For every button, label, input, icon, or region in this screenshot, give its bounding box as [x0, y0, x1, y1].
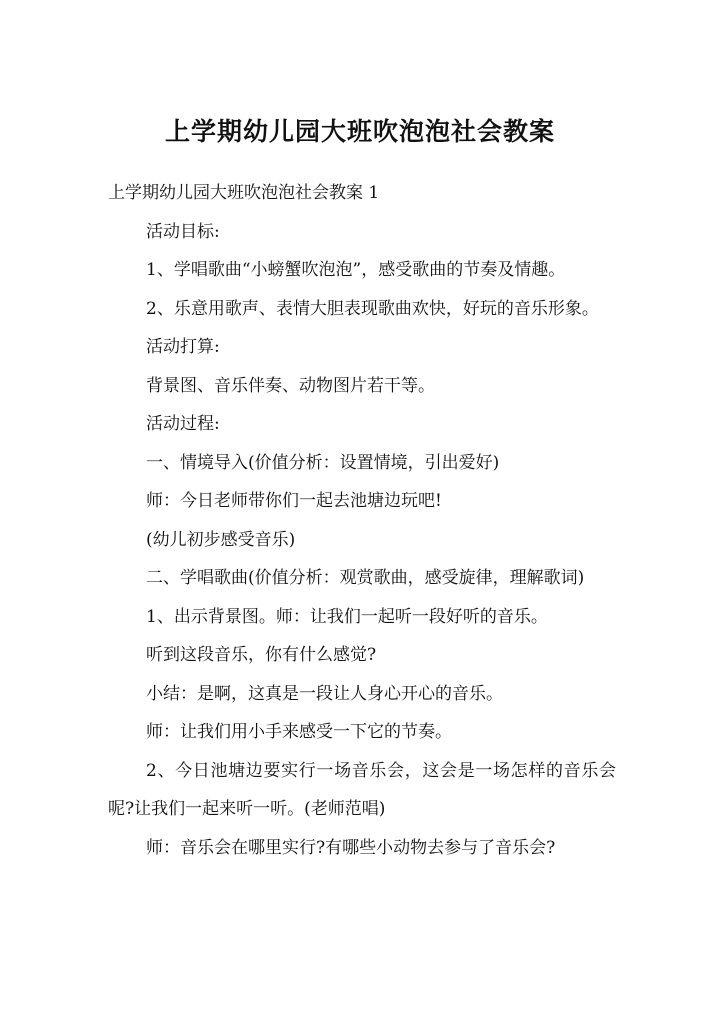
paragraph: 2、今日池塘边要实行一场音乐会，这会是一场怎样的音乐会呢?让我们一起来听一听。(老师范唱): [108, 760, 616, 819]
paragraph: (幼儿初步感受音乐): [146, 529, 296, 550]
paragraph: 二、学唱歌曲(价值分析：观赏歌曲，感受旋律，理解歌词): [146, 568, 585, 588]
paragraph: 活动过程:: [146, 414, 220, 434]
paragraph: 1、学唱歌曲“小螃蟹吹泡泡”，感受歌曲的节奏及情趣。: [146, 260, 566, 280]
document-title: 上学期幼儿园大班吹泡泡社会教案: [164, 117, 555, 146]
paragraph: 小结：是啊，这真是一段让人身心开心的音乐。: [146, 683, 503, 704]
paragraph: 背景图、音乐伴奏、动物图片若干等。: [146, 375, 435, 396]
paragraph: 2、乐意用歌声、表情大胆表现歌曲欢快，好玩的音乐形象。: [146, 298, 599, 319]
paragraph: 师：让我们用小手来感受一下它的节奏。: [146, 722, 452, 742]
paragraph: 师：音乐会在哪里实行?有哪些小动物去参与了音乐会?: [146, 837, 556, 858]
paragraph: 一、情境导入(价值分析：设置情境，引出爱好): [146, 452, 500, 473]
paragraph: 师：今日老师带你们一起去池塘边玩吧!: [146, 491, 442, 511]
paragraph: 活动目标:: [146, 221, 220, 242]
paragraph: 上学期幼儿园大班吹泡泡社会教案 1: [108, 183, 380, 203]
document-body: [108, 174, 616, 867]
paragraph: 听到这段音乐，你有什么感觉?: [146, 645, 377, 665]
paragraph: 1、出示背景图。师：让我们一起听一段好听的音乐。: [146, 606, 548, 627]
paragraph: 活动打算:: [146, 337, 220, 357]
